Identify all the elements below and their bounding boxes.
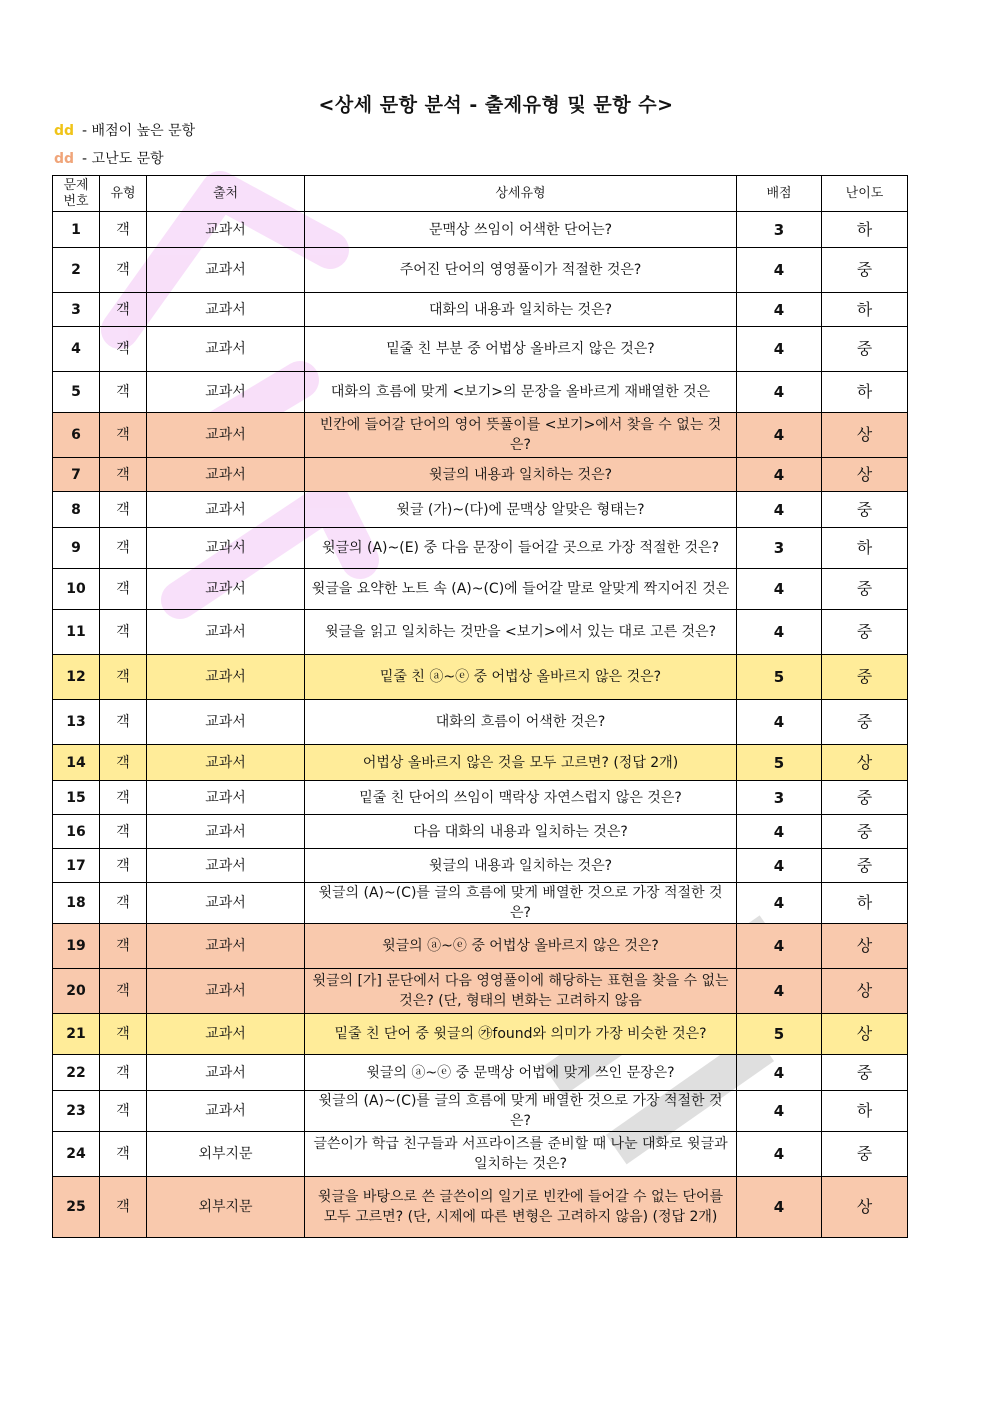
- cell-detail: 윗글의 (A)~(C)를 글의 흐름에 맞게 배열한 것으로 가장 적절한 것은?: [305, 1091, 737, 1132]
- table-row: [53, 293, 908, 327]
- legend-hard: [54, 148, 164, 168]
- cell-num: 6: [53, 413, 100, 458]
- cell-points: 4: [737, 327, 822, 372]
- cell-points: 4: [737, 924, 822, 969]
- cell-source: 교과서: [147, 700, 305, 745]
- cell-num: 21: [53, 1014, 100, 1055]
- cell-num: 2: [53, 248, 100, 293]
- cell-num: 9: [53, 528, 100, 569]
- table-row: [53, 1014, 908, 1055]
- cell-type: 객: [100, 610, 147, 655]
- cell-source: 교과서: [147, 849, 305, 883]
- cell-detail: 글쓴이가 학급 친구들과 서프라이즈를 준비할 때 나눈 대화로 윗글과 일치하는 것은?: [305, 1132, 737, 1177]
- cell-num: 24: [53, 1132, 100, 1177]
- legend-label-hard: - 고난도 문항: [82, 151, 164, 167]
- table-row: [53, 372, 908, 413]
- cell-points: 4: [737, 969, 822, 1014]
- cell-source: 교과서: [147, 745, 305, 781]
- cell-num: 23: [53, 1091, 100, 1132]
- cell-source: 교과서: [147, 1014, 305, 1055]
- cell-points: 5: [737, 655, 822, 700]
- cell-difficulty: 중: [822, 248, 908, 293]
- cell-difficulty: 중: [822, 781, 908, 815]
- cell-points: 3: [737, 212, 822, 248]
- table-row: [53, 1055, 908, 1091]
- cell-points: 4: [737, 1091, 822, 1132]
- table-row: [53, 528, 908, 569]
- cell-points: 5: [737, 745, 822, 781]
- cell-type: 객: [100, 781, 147, 815]
- cell-detail: 밑줄 친 부분 중 어법상 올바르지 않은 것은?: [305, 327, 737, 372]
- table-row: [53, 745, 908, 781]
- table-row: [53, 458, 908, 492]
- question-analysis-table: [52, 175, 908, 1238]
- table-row: [53, 492, 908, 528]
- cell-detail: 윗글의 ⓐ~ⓔ 중 어법상 올바르지 않은 것은?: [305, 924, 737, 969]
- table-row: [53, 212, 908, 248]
- cell-difficulty: 하: [822, 528, 908, 569]
- cell-difficulty: 중: [822, 610, 908, 655]
- cell-difficulty: 하: [822, 1091, 908, 1132]
- table-row: [53, 969, 908, 1014]
- cell-difficulty: 중: [822, 1132, 908, 1177]
- cell-type: 객: [100, 745, 147, 781]
- cell-type: 객: [100, 1091, 147, 1132]
- cell-difficulty: 하: [822, 883, 908, 924]
- cell-source: 교과서: [147, 528, 305, 569]
- cell-source: 외부지문: [147, 1177, 305, 1238]
- cell-points: 4: [737, 293, 822, 327]
- cell-detail: 다음 대화의 내용과 일치하는 것은?: [305, 815, 737, 849]
- cell-points: 4: [737, 610, 822, 655]
- legend-high-points: [54, 120, 195, 140]
- header-detail: 상세유형: [305, 176, 737, 212]
- cell-detail: 밑줄 친 단어의 쓰임이 맥락상 자연스럽지 않은 것은?: [305, 781, 737, 815]
- cell-difficulty: 중: [822, 569, 908, 610]
- cell-difficulty: 상: [822, 458, 908, 492]
- table-row: [53, 1132, 908, 1177]
- table-body: [53, 212, 908, 1238]
- cell-difficulty: 하: [822, 293, 908, 327]
- cell-detail: 대화의 흐름이 어색한 것은?: [305, 700, 737, 745]
- cell-source: 외부지문: [147, 1132, 305, 1177]
- cell-source: 교과서: [147, 413, 305, 458]
- header-type: 유형: [100, 176, 147, 212]
- cell-type: 객: [100, 492, 147, 528]
- cell-type: 객: [100, 1177, 147, 1238]
- cell-detail: 대화의 내용과 일치하는 것은?: [305, 293, 737, 327]
- header-num: [53, 176, 100, 212]
- cell-points: 4: [737, 1177, 822, 1238]
- header-points: 배점: [737, 176, 822, 212]
- cell-type: 객: [100, 413, 147, 458]
- table-row: [53, 883, 908, 924]
- cell-source: 교과서: [147, 248, 305, 293]
- legend-label-high: - 배점이 높은 문항: [82, 123, 196, 139]
- cell-num: 7: [53, 458, 100, 492]
- cell-points: 4: [737, 413, 822, 458]
- cell-points: 4: [737, 883, 822, 924]
- cell-detail: 윗글의 [가] 문단에서 다음 영영풀이에 해당하는 표현을 찾을 수 없는 것은? (단, 형태의 변화는 고려하지 않음: [305, 969, 737, 1014]
- cell-points: 4: [737, 700, 822, 745]
- cell-detail: 어법상 올바르지 않은 것을 모두 고르면? (정답 2개): [305, 745, 737, 781]
- cell-source: 교과서: [147, 815, 305, 849]
- cell-type: 객: [100, 969, 147, 1014]
- cell-points: 4: [737, 492, 822, 528]
- cell-source: 교과서: [147, 492, 305, 528]
- table-row: [53, 655, 908, 700]
- table-row: [53, 569, 908, 610]
- cell-source: 교과서: [147, 1091, 305, 1132]
- cell-difficulty: 중: [822, 849, 908, 883]
- cell-source: 교과서: [147, 883, 305, 924]
- cell-difficulty: 중: [822, 1055, 908, 1091]
- table-row: [53, 327, 908, 372]
- cell-points: 4: [737, 458, 822, 492]
- cell-source: 교과서: [147, 293, 305, 327]
- cell-num: 5: [53, 372, 100, 413]
- cell-type: 객: [100, 327, 147, 372]
- cell-detail: 윗글의 (A)~(E) 중 다음 문장이 들어갈 곳으로 가장 적절한 것은?: [305, 528, 737, 569]
- table-row: [53, 700, 908, 745]
- cell-type: 객: [100, 293, 147, 327]
- cell-type: 객: [100, 212, 147, 248]
- cell-points: 4: [737, 849, 822, 883]
- cell-detail: 빈칸에 들어갈 단어의 영어 뜻풀이를 <보기>에서 찾을 수 없는 것은?: [305, 413, 737, 458]
- cell-num: 25: [53, 1177, 100, 1238]
- cell-detail: 윗글의 내용과 일치하는 것은?: [305, 458, 737, 492]
- cell-num: 10: [53, 569, 100, 610]
- cell-type: 객: [100, 924, 147, 969]
- cell-num: 20: [53, 969, 100, 1014]
- legend-swatch-hard: dd: [54, 151, 75, 167]
- cell-source: 교과서: [147, 372, 305, 413]
- cell-difficulty: 상: [822, 745, 908, 781]
- cell-points: 4: [737, 248, 822, 293]
- cell-source: 교과서: [147, 610, 305, 655]
- cell-detail: 윗글의 ⓐ~ⓔ 중 문맥상 어법에 맞게 쓰인 문장은?: [305, 1055, 737, 1091]
- cell-source: 교과서: [147, 781, 305, 815]
- cell-difficulty: 상: [822, 969, 908, 1014]
- cell-type: 객: [100, 372, 147, 413]
- cell-type: 객: [100, 815, 147, 849]
- cell-points: 4: [737, 1132, 822, 1177]
- cell-points: 4: [737, 815, 822, 849]
- cell-type: 객: [100, 528, 147, 569]
- cell-detail: 대화의 흐름에 맞게 <보기>의 문장을 올바르게 재배열한 것은: [305, 372, 737, 413]
- table-row: [53, 781, 908, 815]
- cell-detail: 윗글 (가)~(다)에 문맥상 알맞은 형태는?: [305, 492, 737, 528]
- cell-difficulty: 중: [822, 700, 908, 745]
- cell-num: 12: [53, 655, 100, 700]
- header-source: 출처: [147, 176, 305, 212]
- cell-detail: 윗글을 읽고 일치하는 것만을 <보기>에서 있는 대로 고른 것은?: [305, 610, 737, 655]
- cell-difficulty: 중: [822, 815, 908, 849]
- cell-num: 3: [53, 293, 100, 327]
- cell-detail: 윗글의 (A)~(C)를 글의 흐름에 맞게 배열한 것으로 가장 적절한 것은?: [305, 883, 737, 924]
- table-row: [53, 924, 908, 969]
- cell-num: 1: [53, 212, 100, 248]
- cell-type: 객: [100, 883, 147, 924]
- cell-num: 17: [53, 849, 100, 883]
- cell-difficulty: 상: [822, 1014, 908, 1055]
- cell-type: 객: [100, 1014, 147, 1055]
- cell-difficulty: 하: [822, 212, 908, 248]
- cell-difficulty: 상: [822, 924, 908, 969]
- cell-detail: 밑줄 친 ⓐ~ⓔ 중 어법상 올바르지 않은 것은?: [305, 655, 737, 700]
- cell-type: 객: [100, 655, 147, 700]
- cell-difficulty: 상: [822, 1177, 908, 1238]
- cell-num: 15: [53, 781, 100, 815]
- cell-num: 14: [53, 745, 100, 781]
- cell-detail: 문맥상 쓰임이 어색한 단어는?: [305, 212, 737, 248]
- cell-type: 객: [100, 1132, 147, 1177]
- cell-difficulty: 하: [822, 372, 908, 413]
- table-row: [53, 1177, 908, 1238]
- cell-source: 교과서: [147, 327, 305, 372]
- cell-num: 22: [53, 1055, 100, 1091]
- table-row: [53, 248, 908, 293]
- legend-swatch-high: dd: [54, 123, 75, 139]
- cell-num: 4: [53, 327, 100, 372]
- cell-num: 18: [53, 883, 100, 924]
- cell-points: 4: [737, 569, 822, 610]
- cell-source: 교과서: [147, 924, 305, 969]
- cell-num: 11: [53, 610, 100, 655]
- cell-points: 3: [737, 528, 822, 569]
- table-row: [53, 413, 908, 458]
- cell-points: 4: [737, 372, 822, 413]
- cell-difficulty: 중: [822, 492, 908, 528]
- cell-detail: 윗글의 내용과 일치하는 것은?: [305, 849, 737, 883]
- cell-type: 객: [100, 849, 147, 883]
- cell-detail: 윗글을 요약한 노트 속 (A)~(C)에 들어갈 말로 알맞게 짝지어진 것은: [305, 569, 737, 610]
- cell-detail: 밑줄 친 단어 중 윗글의 ㉮found와 의미가 가장 비슷한 것은?: [305, 1014, 737, 1055]
- cell-source: 교과서: [147, 212, 305, 248]
- cell-detail: 주어진 단어의 영영풀이가 적절한 것은?: [305, 248, 737, 293]
- header-num-label: 문제 번호: [63, 177, 89, 209]
- cell-source: 교과서: [147, 569, 305, 610]
- table-row: [53, 1091, 908, 1132]
- table-row: [53, 610, 908, 655]
- cell-type: 객: [100, 569, 147, 610]
- header-difficulty: 난이도: [822, 176, 908, 212]
- cell-points: 4: [737, 1055, 822, 1091]
- cell-difficulty: 상: [822, 413, 908, 458]
- cell-num: 19: [53, 924, 100, 969]
- cell-difficulty: 중: [822, 655, 908, 700]
- cell-type: 객: [100, 700, 147, 745]
- table-header-row: [53, 176, 908, 212]
- cell-detail: 윗글을 바탕으로 쓴 글쓴이의 일기로 빈칸에 들어갈 수 없는 단어를 모두 고르면? (단, 시제에 따른 변형은 고려하지 않음) (정답 2개): [305, 1177, 737, 1238]
- cell-source: 교과서: [147, 969, 305, 1014]
- cell-points: 3: [737, 781, 822, 815]
- cell-type: 객: [100, 458, 147, 492]
- cell-source: 교과서: [147, 1055, 305, 1091]
- cell-source: 교과서: [147, 655, 305, 700]
- cell-num: 16: [53, 815, 100, 849]
- cell-type: 객: [100, 248, 147, 293]
- cell-num: 13: [53, 700, 100, 745]
- page-title: <상세 문항 분석 - 출제유형 및 문항 수>: [318, 94, 674, 116]
- cell-source: 교과서: [147, 458, 305, 492]
- table-row: [53, 849, 908, 883]
- cell-points: 5: [737, 1014, 822, 1055]
- table-row: [53, 815, 908, 849]
- cell-type: 객: [100, 1055, 147, 1091]
- cell-num: 8: [53, 492, 100, 528]
- cell-difficulty: 중: [822, 327, 908, 372]
